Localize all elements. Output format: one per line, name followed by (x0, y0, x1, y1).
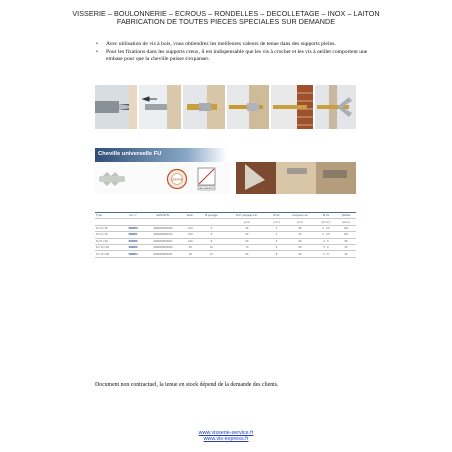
header-line-2: FABRICATION DE TOUTES PIECES SPECIALES SUR DEMANDE (116, 17, 336, 27)
column-header: Type (95, 213, 123, 219)
table-cell: 25 (183, 251, 198, 257)
table-cell: 4 - 5 (316, 238, 336, 244)
installation-steps (95, 85, 356, 129)
column-header: Qté/bte (336, 213, 356, 219)
wall-photo-cut (276, 162, 316, 194)
table-cell: 532203 (123, 244, 143, 250)
table-cell: FU 10 x 60 (95, 244, 123, 250)
unit-cell: [mm] (269, 219, 284, 225)
page-header (0, 10, 452, 27)
table-cell: 100 (183, 225, 198, 231)
table-cell: 8 (269, 251, 284, 257)
column-header: Longueur vis (284, 213, 316, 219)
table-cell: 45 (225, 225, 269, 231)
table-cell: 6 (198, 225, 225, 231)
table-row (95, 251, 356, 257)
table-cell: 4006209532034 (143, 244, 183, 250)
table-cell: 100 (183, 238, 198, 244)
table-cell: 80 (284, 251, 316, 257)
table-cell: 90 (225, 251, 269, 257)
column-header: Ø vis (269, 213, 284, 219)
table-cell: 532200 (123, 225, 143, 231)
table-cell: 3 - 3,5 (316, 232, 336, 238)
table-cell: FU 6 x 35 (95, 225, 123, 231)
table-cell: 100 (336, 225, 356, 231)
column-header: EAN/GTIN (143, 213, 183, 219)
column-header: Emb. (183, 213, 198, 219)
table-cell: 532204 (123, 251, 143, 257)
product-section (95, 148, 356, 194)
table-cell: 50 (225, 232, 269, 238)
table-cell: 5 (269, 238, 284, 244)
clean-hole-illustration (139, 85, 181, 129)
table-cell: 12 (198, 251, 225, 257)
table-cell: 100 (183, 232, 198, 238)
hollow-wall-expansion-illustration (315, 85, 356, 129)
table-cell: 4 (269, 232, 284, 238)
table-cell: 50 (183, 244, 198, 250)
unit-cell: [mm] (225, 219, 269, 225)
column-header: Ø vis (316, 213, 336, 219)
disclaimer-note: Document non contractuel, la tenue en stock dépend de la demande des clients. (95, 382, 279, 388)
website-link-vis-express[interactable]: www.vis-express.fr (203, 436, 249, 443)
table-cell: 60 (284, 244, 316, 250)
table-cell: 6 (269, 244, 284, 250)
brick-wall-fixing-illustration (271, 85, 313, 129)
table-cell: 25 (336, 244, 356, 250)
table-cell: 25 (336, 251, 356, 257)
bullet-marker: • (96, 41, 98, 47)
table-cell: 50 (336, 238, 356, 244)
table-cell: 4006209532041 (143, 251, 183, 257)
product-title: Cheville universelle FU (98, 151, 162, 157)
unit-cell: pièces (336, 219, 356, 225)
drill-step-illustration (95, 85, 137, 129)
unit-cell: [mm] (284, 219, 316, 225)
table-cell: 532201 (123, 232, 143, 238)
table-cell: FU 6 x 40 (95, 232, 123, 238)
table-cell: 4006209532003 (143, 225, 183, 231)
table-cell: 4006209532010 (143, 232, 183, 238)
table-cell: FU 8 x 50 (95, 238, 123, 244)
table-cell: 4006209532027 (143, 238, 183, 244)
specification-table (95, 212, 356, 258)
table-cell: 6 (198, 232, 225, 238)
no-asbestos-stamp-label: SANS AMIANTE (198, 188, 215, 190)
certification-seal-label: CERTIFIE (171, 178, 183, 182)
no-asbestos-stamp-icon (198, 168, 215, 190)
table-cell: 100 (336, 232, 356, 238)
table-cell: 40 (284, 232, 316, 238)
table-cell: 532202 (123, 238, 143, 244)
bullet-list (96, 41, 378, 64)
unit-cell: [Ø mm] (316, 219, 336, 225)
bullet-item (96, 41, 378, 48)
table-cell: 70 (225, 244, 269, 250)
footer-links (0, 430, 452, 442)
column-header: Art. n° (123, 213, 143, 219)
table-cell: 50 (284, 238, 316, 244)
product-illustrations (95, 162, 356, 194)
website-link-visserie[interactable]: www.visserie-service.fr (198, 430, 254, 436)
bullet-item (96, 49, 378, 64)
table-cell: 3 - 3,5 (316, 225, 336, 231)
bullet-marker: • (96, 48, 98, 55)
column-header: Ø perçage (198, 213, 225, 219)
table-cell: 60 (225, 238, 269, 244)
header-line-1: VISSERIE – BOULONNERIE – ECROUS – RONDELLES – DECOLLETAGE – INOX – LAITON (72, 9, 380, 18)
table-cell: 8 (198, 238, 225, 244)
product-header-bar (95, 148, 227, 162)
table-cell: 35 (284, 225, 316, 231)
table-cell: FU 12 x 80 (95, 251, 123, 257)
table-cell: 4 (269, 225, 284, 231)
table-cell: 10 (198, 244, 225, 250)
table-cell: 6 - 8 (316, 251, 336, 257)
table-cell: 5 - 6 (316, 244, 336, 250)
bullet-text: Pour les fixations dans les supports creux, il est indispensable que les vis à crochet et les vis à oeillet comportent une embase pour que la cheville puisse s'expanser. (106, 48, 368, 63)
insert-plug-illustration (183, 85, 225, 129)
screw-in-illustration (227, 85, 269, 129)
bullet-text: Avec utilisation de vis à bois, vous obtiendrez les meilleures valeurs de tenue dans des supports pleins. (106, 41, 336, 47)
column-header: Prof. perçage min. (225, 213, 269, 219)
